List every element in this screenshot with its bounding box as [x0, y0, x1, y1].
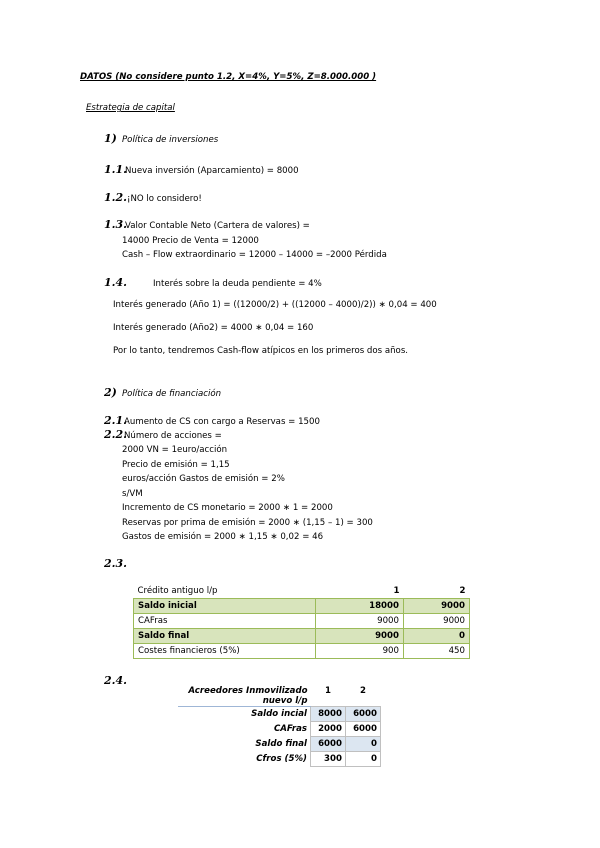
table-cell: 8000 — [311, 707, 346, 722]
table-cell: 6000 — [346, 707, 381, 722]
table-row — [178, 707, 381, 722]
table-cell: 900 — [316, 644, 404, 659]
item-text: s/VM — [122, 489, 143, 499]
table-header-row — [178, 686, 381, 707]
table-header-cell: 1 — [393, 586, 400, 596]
item-number: 2.2. — [104, 428, 127, 441]
item-text: Por lo tanto, tendremos Cash-flow atípicos en los primeros dos años. — [113, 346, 409, 356]
item-number: 1.1. — [104, 163, 127, 176]
item-number: 2.3. — [104, 557, 127, 570]
table-row — [178, 722, 381, 737]
table-header-cell: Crédito antiguo l/p — [137, 586, 218, 596]
strategy-heading: Estrategia de capital — [86, 103, 175, 113]
table-cell: Saldo inicial — [134, 599, 316, 614]
section-title: Política de financiación — [122, 389, 222, 399]
table-cell: 9000 — [404, 614, 470, 629]
table-header-cell: 2 — [360, 686, 366, 696]
table-row — [134, 599, 470, 614]
item-text: 14000 Precio de Venta = 12000 — [122, 236, 259, 246]
credit-table — [133, 584, 470, 659]
table-cell: 300 — [311, 752, 346, 767]
table-cell: CAFras — [273, 724, 307, 734]
table-cell: Saldo final — [255, 739, 307, 749]
table-cell: 6000 — [346, 722, 381, 737]
item-number: 2.1. — [104, 414, 127, 427]
item-text: Interés generado (Año 1) = ((12000/2) + ((12000 – 4000)/2)) ∗ 0,04 = 400 — [113, 300, 437, 310]
item-number: 1.4. — [104, 276, 127, 289]
table-header-cell — [178, 686, 311, 707]
item-text: Valor Contable Neto (Cartera de valores) = — [125, 221, 310, 231]
item-number: 1.3. — [104, 218, 127, 231]
creditors-table — [178, 686, 381, 767]
table-header-cell: 1 — [325, 686, 331, 696]
table-header-row — [134, 584, 470, 599]
item-number: 2.4. — [104, 674, 127, 687]
section-title: Política de inversiones — [122, 135, 219, 145]
table-cell: 6000 — [311, 737, 346, 752]
item-text: Aumento de CS con cargo a Reservas = 1500 — [124, 417, 320, 427]
item-text: Cash – Flow extraordinario = 12000 – 14000 = –2000 Pérdida — [122, 250, 387, 260]
item-text: Incremento de CS monetario = 2000 ∗ 1 = 2000 — [122, 503, 333, 513]
table-header-line: nuevo l/p — [262, 696, 308, 706]
table-cell: 0 — [346, 737, 381, 752]
table-cell: 0 — [404, 629, 470, 644]
table-row — [134, 629, 470, 644]
table-cell: Saldo final — [134, 629, 316, 644]
item-text: ¡NO lo considero! — [127, 194, 202, 204]
table-header-line: Acreedores Inmovilizado — [188, 686, 308, 696]
table-cell: 2000 — [311, 722, 346, 737]
table-cell: Cfros (5%) — [256, 754, 307, 764]
table-cell: 9000 — [404, 599, 470, 614]
table-row — [178, 737, 381, 752]
item-text: Precio de emisión = 1,15 — [122, 460, 230, 470]
table-row — [178, 752, 381, 767]
table-cell: Costes financieros (5%) — [134, 644, 316, 659]
table-row — [134, 644, 470, 659]
item-text: euros/acción Gastos de emisión = 2% — [122, 474, 285, 484]
item-text: Número de acciones = — [124, 431, 222, 441]
item-text: 2000 VN = 1euro/acción — [122, 445, 228, 455]
datos-heading: DATOS (No considere punto 1.2, X=4%, Y=5%, Z=8.000.000 ) — [80, 72, 377, 82]
table-cell: 9000 — [316, 629, 404, 644]
table-cell: 9000 — [316, 614, 404, 629]
item-text: Reservas por prima de emisión = 2000 ∗ (1,15 – 1) = 300 — [122, 518, 373, 528]
section-number: 1) — [104, 132, 117, 145]
table-cell: 18000 — [316, 599, 404, 614]
table-cell: 450 — [404, 644, 470, 659]
table-row — [134, 614, 470, 629]
item-text: Nueva inversión (Aparcamiento) = 8000 — [125, 166, 299, 176]
item-text: Gastos de emisión = 2000 ∗ 1,15 ∗ 0,02 = 46 — [122, 532, 324, 542]
item-text: Interés generado (Año2) = 4000 ∗ 0,04 = 160 — [113, 323, 314, 333]
section-number: 2) — [104, 386, 117, 399]
table-cell: Saldo incial — [178, 707, 311, 722]
table-cell: CAFras — [134, 614, 316, 629]
table-header-cell: 2 — [459, 586, 466, 596]
item-text: Interés sobre la deuda pendiente = 4% — [153, 279, 322, 289]
item-number: 1.2. — [104, 191, 127, 204]
table-cell: 0 — [346, 752, 381, 767]
